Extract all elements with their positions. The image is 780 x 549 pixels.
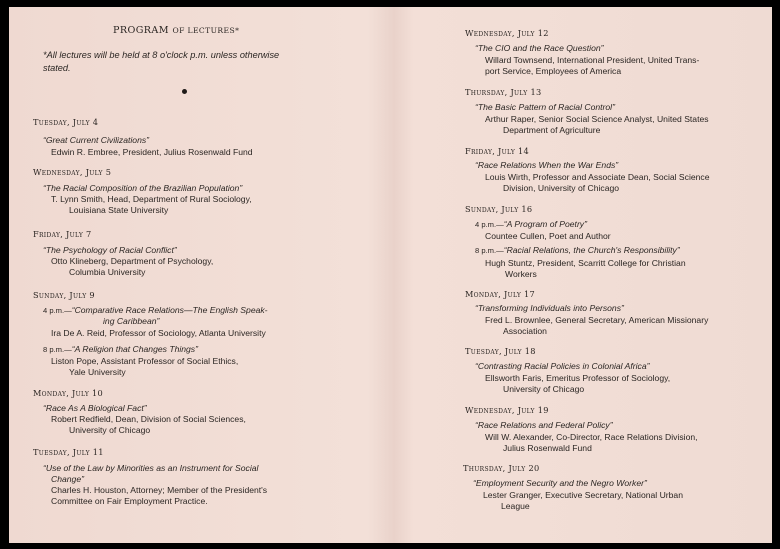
lecture-title-text: “Comparative Race Relations—The English Speak- bbox=[71, 305, 268, 315]
lecture-time: 4 p.m.— bbox=[43, 306, 72, 315]
speaker: Will W. Alexander, Co-Director, Race Relations Division, bbox=[485, 432, 698, 442]
speaker: Ellsworth Faris, Emeritus Professor of Sociology, bbox=[485, 373, 671, 383]
speaker: port Service, Employees of America bbox=[485, 66, 622, 76]
lecture-title-text: “A Program of Poetry” bbox=[503, 219, 587, 229]
speaker: Charles H. Houston, Attorney; Member of the President's bbox=[51, 485, 268, 495]
note-line: *All lectures will be held at 8 o'clock p.m. unless otherwise bbox=[43, 50, 280, 60]
lecture-title: “Race Relations When the War Ends” bbox=[475, 160, 619, 170]
speaker: Workers bbox=[505, 269, 537, 279]
speaker: Hugh Stuntz, President, Scarritt College for Christian bbox=[485, 258, 686, 268]
lecture-title: “The CIO and the Race Question” bbox=[475, 43, 604, 53]
program-sheet bbox=[9, 7, 772, 543]
lecture-time: 8 p.m.— bbox=[43, 345, 72, 354]
title-main: PROGRAM bbox=[113, 25, 169, 36]
speaker: Otto Klineberg, Department of Psychology, bbox=[51, 256, 214, 266]
day-heading: Sunday, July 16 bbox=[465, 204, 533, 214]
day-heading: Tuesday, July 18 bbox=[465, 346, 536, 356]
speaker: Lester Granger, Executive Secretary, National Urban bbox=[483, 490, 683, 500]
speaker: Robert Redfield, Dean, Division of Social Sciences, bbox=[51, 414, 246, 424]
note-line: stated. bbox=[43, 62, 71, 73]
lecture-title: Change” bbox=[51, 474, 84, 484]
lecture-title: “Transforming Individuals into Persons” bbox=[475, 303, 624, 313]
lecture-time: 8 p.m.— bbox=[475, 246, 504, 255]
day-heading: Wednesday, July 19 bbox=[465, 405, 549, 415]
speaker: Edwin R. Embree, President, Julius Rosenwald Fund bbox=[51, 147, 253, 157]
lecture-title bbox=[43, 305, 268, 316]
day-heading: Tuesday, July 4 bbox=[33, 117, 99, 127]
speaker: Julius Rosenwald Fund bbox=[503, 443, 592, 453]
lecture-title: “The Racial Composition of the Brazilian Population” bbox=[43, 183, 243, 193]
day-heading: Thursday, July 20 bbox=[463, 463, 540, 473]
speaker: University of Chicago bbox=[503, 384, 585, 394]
day-heading: Friday, July 14 bbox=[465, 146, 530, 156]
day-heading: Monday, July 17 bbox=[465, 289, 536, 299]
day-heading: Monday, July 10 bbox=[33, 388, 104, 398]
lecture-title: “Contrasting Racial Policies in Colonial Africa” bbox=[475, 361, 650, 371]
speaker: T. Lynn Smith, Head, Department of Rural Sociology, bbox=[51, 194, 252, 204]
speaker: Liston Pope, Assistant Professor of Social Ethics, bbox=[51, 356, 239, 366]
lecture-title: “Use of the Law by Minorities as an Instrument for Social bbox=[43, 463, 259, 473]
bullet-dot bbox=[182, 89, 187, 94]
lecture-title: “Race Relations and Federal Policy” bbox=[475, 420, 613, 430]
speaker: Committee on Fair Employment Practice. bbox=[51, 496, 208, 506]
lecture-title: “Race As A Biological Fact” bbox=[43, 403, 147, 413]
speaker: League bbox=[501, 501, 530, 511]
speaker: Arthur Raper, Senior Social Science Analyst, United States bbox=[485, 114, 709, 124]
lecture-time: 4 p.m.— bbox=[475, 220, 504, 229]
lecture-title bbox=[43, 344, 198, 355]
lecture-title-text: “A Religion that Changes Things” bbox=[71, 344, 198, 354]
time-note bbox=[43, 49, 343, 74]
lecture-title: “The Basic Pattern of Racial Control” bbox=[475, 102, 615, 112]
lecture-title-text: “Racial Relations, the Church's Responsibility” bbox=[503, 245, 680, 255]
lecture-title: ing Caribbean” bbox=[103, 316, 160, 326]
lecture-title: “Employment Security and the Negro Worker” bbox=[473, 478, 647, 488]
day-heading: Sunday, July 9 bbox=[33, 290, 95, 300]
lecture-title bbox=[475, 245, 680, 256]
speaker: Division, University of Chicago bbox=[503, 183, 620, 193]
speaker: Louisiana State University bbox=[69, 205, 169, 215]
title-sub: OF LECTURES* bbox=[172, 26, 240, 35]
day-heading: Friday, July 7 bbox=[33, 229, 92, 239]
speaker: Department of Agriculture bbox=[503, 125, 601, 135]
lecture-title: “Great Current Civilizations” bbox=[43, 135, 150, 145]
speaker: Yale University bbox=[69, 367, 126, 377]
speaker: Willard Townsend, International President, United Trans- bbox=[485, 55, 700, 65]
speaker: University of Chicago bbox=[69, 425, 151, 435]
day-heading: Thursday, July 13 bbox=[465, 87, 542, 97]
speaker: Louis Wirth, Professor and Associate Dean, Social Science bbox=[485, 172, 710, 182]
speaker: Fred L. Brownlee, General Secretary, American Missionary bbox=[485, 315, 709, 325]
speaker: Ira De A. Reid, Professor of Sociology, Atlanta University bbox=[51, 328, 266, 338]
speaker: Countee Cullen, Poet and Author bbox=[485, 231, 611, 241]
lecture-title bbox=[475, 219, 587, 230]
day-heading: Wednesday, July 5 bbox=[33, 167, 112, 177]
day-heading: Wednesday, July 12 bbox=[465, 28, 549, 38]
day-heading: Tuesday, July 11 bbox=[33, 447, 104, 457]
speaker: Columbia University bbox=[69, 267, 146, 277]
lecture-title: “The Psychology of Racial Conflict” bbox=[43, 245, 177, 255]
speaker: Association bbox=[503, 326, 547, 336]
program-title bbox=[113, 25, 239, 36]
